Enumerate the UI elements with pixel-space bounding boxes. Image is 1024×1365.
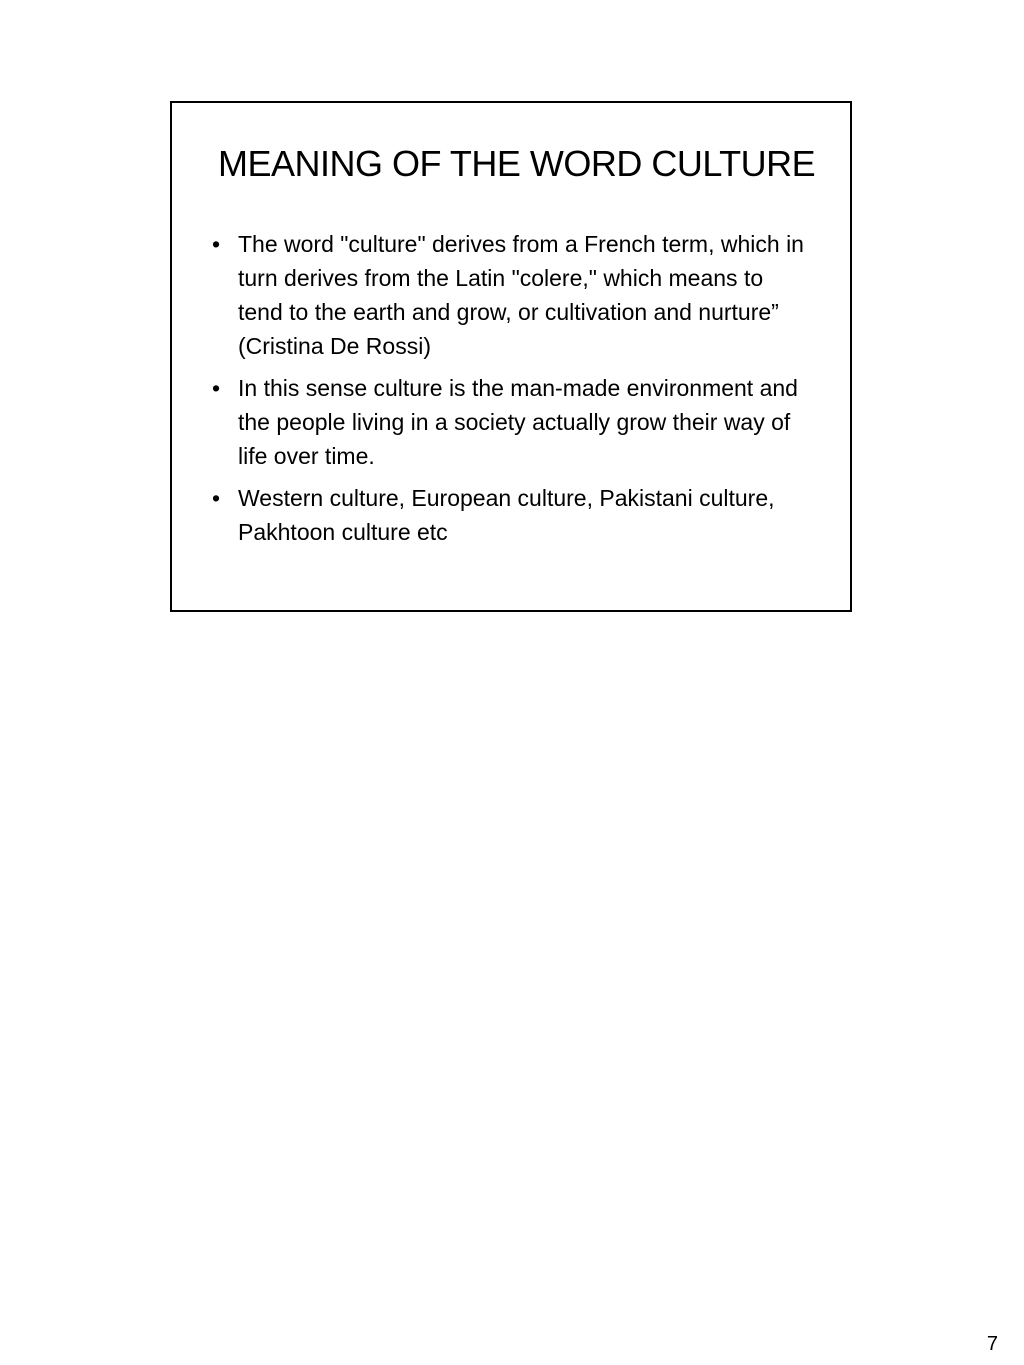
bullet-item: [212, 371, 812, 473]
bullet-item: [212, 481, 812, 549]
slide-frame: [170, 101, 852, 612]
bullet-text: The word "culture" derives from a French term, which in turn derives from the Latin "colere," which means to tend to the earth and grow, or cultivation and nurture” (Cristina De Rossi): [238, 231, 804, 359]
slide-title: MEANING OF THE WORD CULTURE: [218, 143, 816, 184]
page-number: 7: [986, 1333, 998, 1355]
bullet-item: [212, 227, 812, 363]
bullet-icon: •: [212, 485, 221, 511]
bullet-icon: •: [212, 231, 221, 257]
bullet-text: In this sense culture is the man-made environment and the people living in a society actually grow their way of life over time.: [238, 375, 798, 469]
bullet-icon: •: [212, 375, 221, 401]
bullet-text: Western culture, European culture, Pakistani culture, Pakhtoon culture etc: [238, 485, 775, 545]
bullet-list: [212, 227, 812, 557]
